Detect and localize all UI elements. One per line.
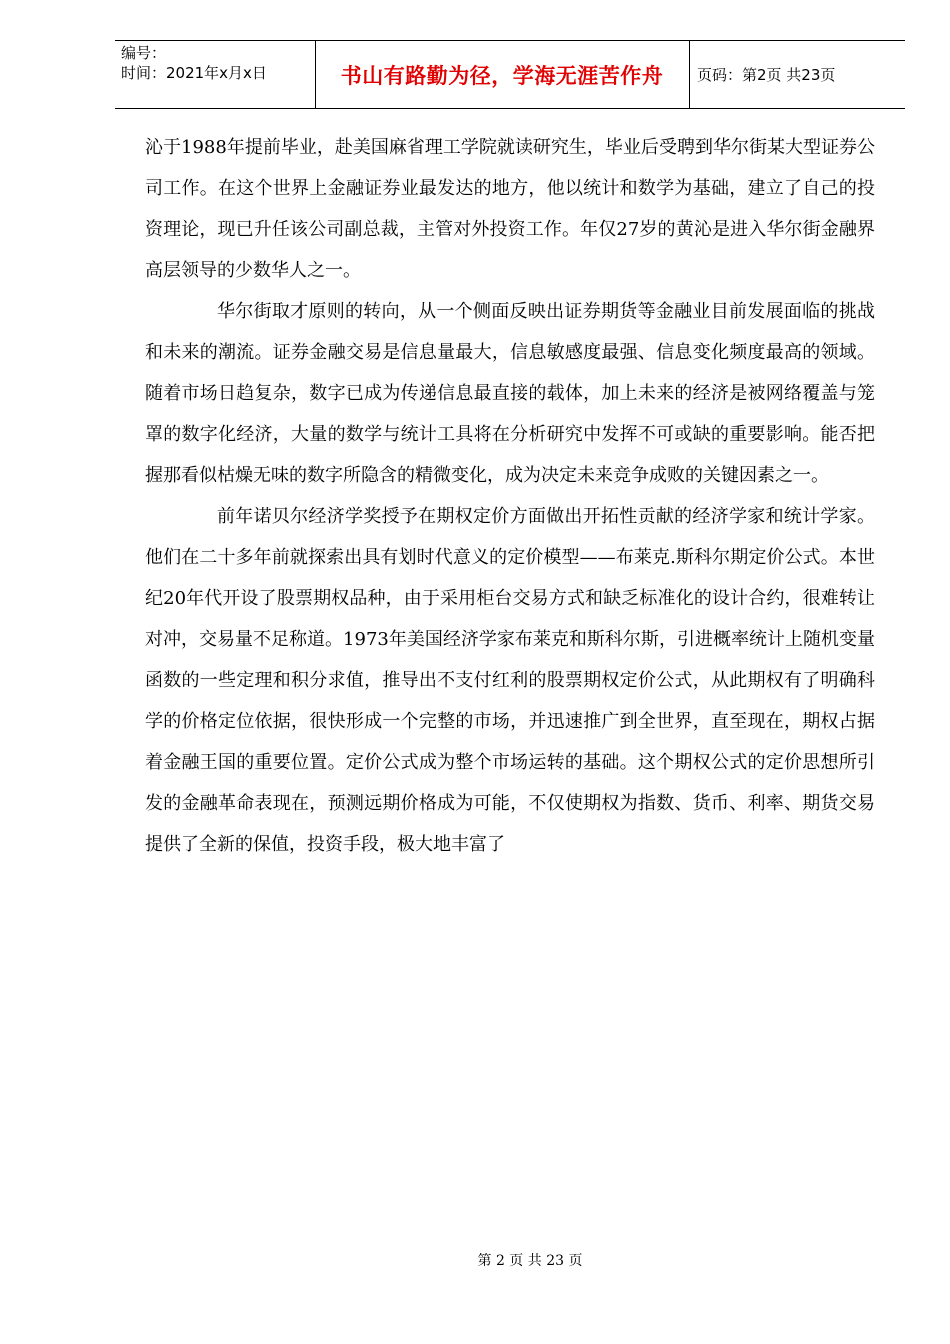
header-divider xyxy=(689,41,690,108)
page-header xyxy=(115,40,905,109)
header-motto: 书山有路勤为径，学海无涯苦作舟 xyxy=(340,63,664,88)
time-label: 时间：2021年x月x日 xyxy=(121,64,267,82)
header-meta xyxy=(121,43,311,83)
document-body xyxy=(145,127,875,865)
number-label: 编号： xyxy=(121,44,167,62)
page-footer: 第 2 页 共 23 页 xyxy=(477,1253,583,1269)
paragraph: 前年诺贝尔经济学奖授予在期权定价方面做出开拓性贡献的经济学家和统计学家。他们在二十多年前就探索出具有划时代意义的定价模型——布莱克.斯科尔期定价公式。本世纪20年代开设了股票期权品种，由于采用柜台交易方式和缺乏标准化的设计合约，很难转让对冲，交易量不足称道。1973年美国经济学家布莱克和斯科尔斯，引进概率统计上随机变量函数的一些定理和积分求值，推导出不支付红利的股票期权定价公式，从此期权有了明确科学的价格定位依据，很快形成一个完整的市场，并迅速推广到全世界，直至现在，期权占据着金融王国的重要位置。定价公式成为整个市场运转的基础。这个期权公式的定价思想所引发的金融革命表现在，预测远期价格成为可能，不仅使期权为指数、货币、利率、期货交易提供了全新的保值，投资手段，极大地丰富了 xyxy=(145,506,875,855)
paragraph: 华尔街取才原则的转向，从一个侧面反映出证券期货等金融业目前发展面临的挑战和未来的潮流。证券金融交易是信息量最大，信息敏感度最强、信息变化频度最高的领域。随着市场日趋复杂，数字已成为传递信息最直接的载体，加上未来的经济是被网络覆盖与笼罩的数字化经济，大量的数学与统计工具将在分析研究中发挥不可或缺的重要影响。能否把握那看似枯燥无味的数字所隐含的精微变化，成为决定未来竞争成败的关键因素之一。 xyxy=(145,301,875,486)
paragraph: 沁于1988年提前毕业，赴美国麻省理工学院就读研究生，毕业后受聘到华尔街某大型证券公司工作。在这个世界上金融证券业最发达的地方，他以统计和数学为基础，建立了自己的投资理论，现已升任该公司副总裁，主管对外投资工作。年仅27岁的黄沁是进入华尔街金融界高层领导的少数华人之一。 xyxy=(145,137,875,281)
header-page-info: 页码：第2页 共23页 xyxy=(697,66,836,84)
